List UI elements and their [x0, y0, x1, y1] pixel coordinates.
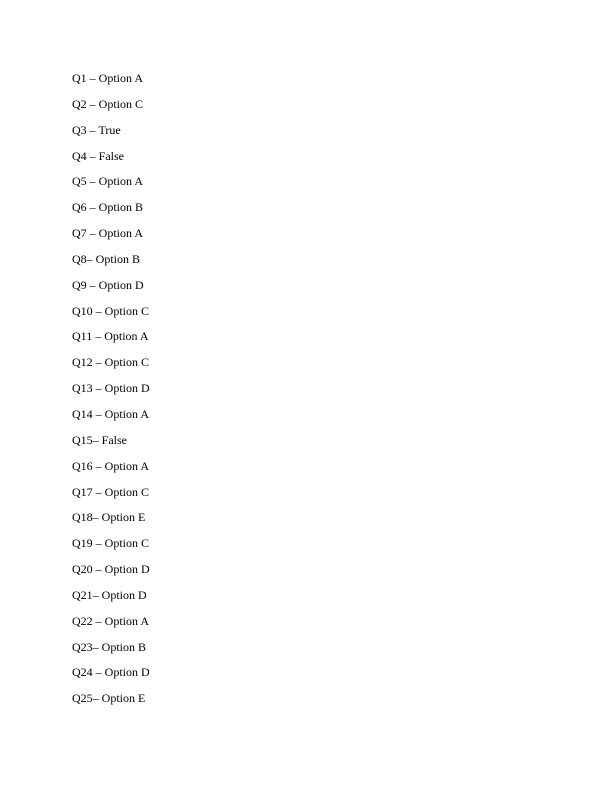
answer-line-q17: Q17 – Option C	[72, 484, 150, 499]
answer-line-q1: Q1 – Option A	[72, 71, 144, 85]
answer-line-q15: Q15– False	[72, 432, 127, 447]
answer-key-list	[72, 70, 150, 716]
answer-line-q7: Q7 – Option A	[72, 226, 144, 241]
answer-line-q14: Q14 – Option A	[72, 406, 150, 421]
answer-line-q22: Q22 – Option A	[72, 613, 150, 628]
answer-line-q10: Q10 – Option C	[72, 303, 150, 318]
answer-line-q24: Q24 – Option D	[72, 665, 150, 680]
answer-line-q9: Q9 – Option D	[72, 277, 144, 292]
answer-line-q21: Q21– Option D	[72, 587, 147, 602]
answer-line-q25: Q25– Option E	[72, 691, 146, 706]
answer-line-q5: Q5 – Option A	[72, 174, 144, 189]
answer-line-q11: Q11 – Option A	[72, 329, 149, 344]
answer-line-q6: Q6 – Option B	[72, 200, 144, 215]
answer-line-q4: Q4 – False	[72, 148, 124, 163]
answer-line-q8: Q8– Option B	[72, 251, 141, 266]
answer-line-q2: Q2 – Option C	[72, 96, 144, 111]
answer-line-q19: Q19 – Option C	[72, 536, 150, 551]
answer-line-q12: Q12 – Option C	[72, 355, 150, 370]
answer-line-q16: Q16 – Option A	[72, 458, 150, 473]
answer-line-q3: Q3 – True	[72, 122, 121, 137]
answer-line-q23: Q23– Option B	[72, 639, 147, 654]
answer-line-q20: Q20 – Option D	[72, 562, 150, 577]
answer-line-q13: Q13 – Option D	[72, 381, 150, 396]
answer-line-q18: Q18– Option E	[72, 510, 146, 525]
